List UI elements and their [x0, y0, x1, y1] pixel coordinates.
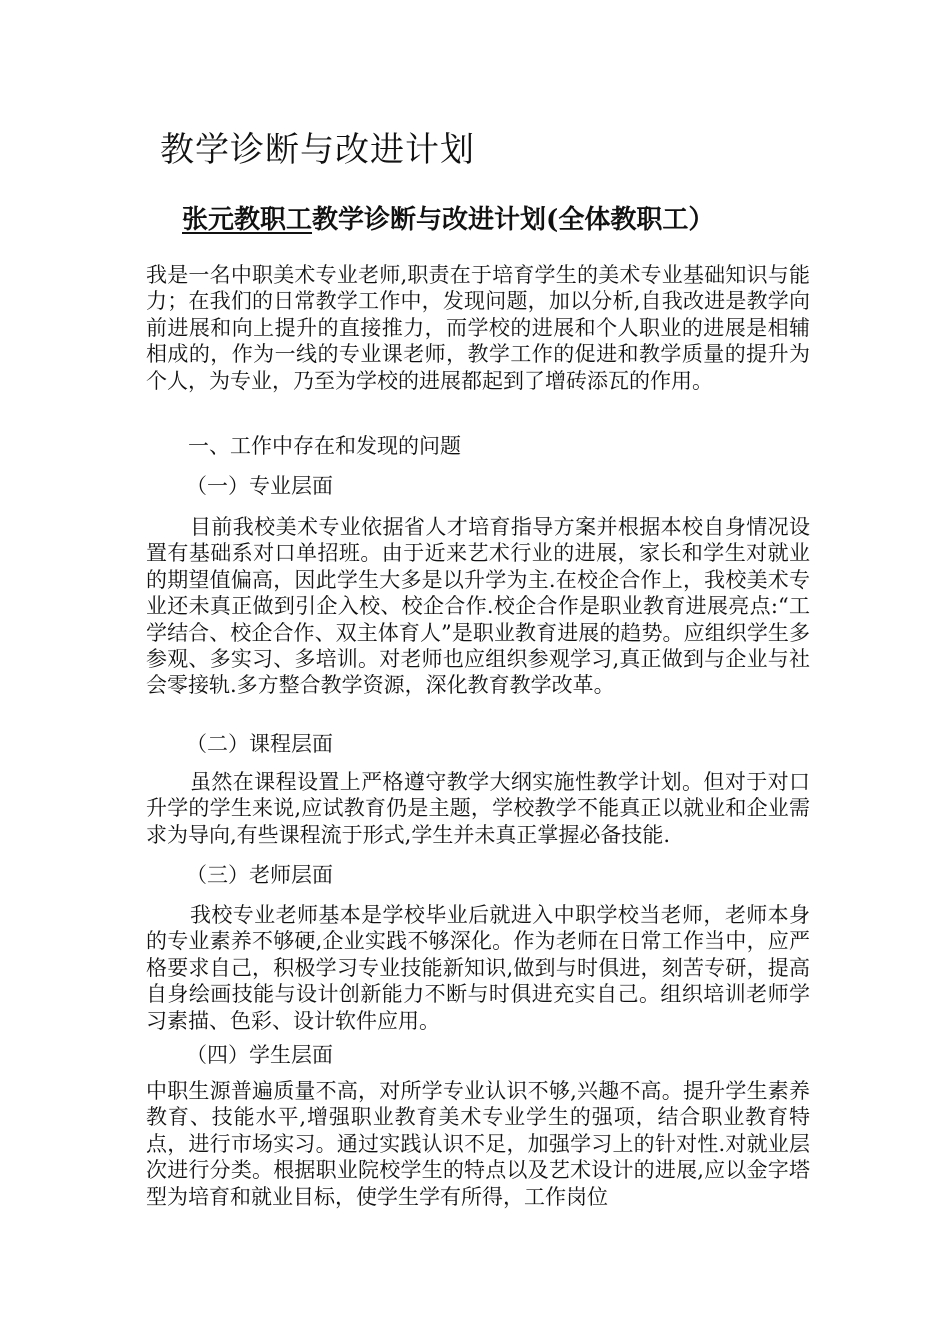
section1-heading: 一、工作中存在和发现的问题 — [188, 434, 461, 458]
sub1-paragraph: 目前我校美术专业依据省人才培育指导方案并根据本校自身情况设置有基础系对口单招班。由于近来艺术行业的进展，家长和学生对就业的期望值偏高，因此学生大多是以升学为主.在校企合作上，我校美术专业还未真正做到引企入校、校企合作.校企合作是职业教育进展亮点:“工学结合、校企合作、双主体育人”是职业教育进展的趋势。应组织学生多参观、多实习、多培训。对老师也应组织参观学习,真正做到与企业与社会零接轨.多方整合教学资源，深化教育教学改革。 — [146, 515, 810, 698]
sub4-heading: （四）学生层面 — [186, 1043, 333, 1067]
subtitle-underlined-name: 张元教职工 — [182, 205, 313, 235]
sub2-paragraph: 虽然在课程设置上严格遵守教学大纲实施性教学计划。但对于对口升学的学生来说,应试教育仍是主题，学校教学不能真正以就业和企业需求为导向,有些课程流于形式,学生并未真正掌握必备技能. — [146, 770, 810, 847]
document-title: 教学诊断与改进计划 — [160, 130, 475, 170]
intro-paragraph: 我是一名中职美术专业老师,职责在于培育学生的美术专业基础知识与能力；在我们的日常教学工作中，发现问题，加以分析,自我改进是教学向前进展和向上提升的直接推力，而学校的进展和个人职业的进展是相辅相成的，作为一线的专业课老师，教学工作的促进和教学质量的提升为个人，为专业，乃至为学校的进展都起到了增砖添瓦的作用。 — [146, 263, 810, 393]
sub4-paragraph: 中职生源普遍质量不高，对所学专业认识不够,兴趣不高。提升学生素养教育、技能水平,增强职业教育美术专业学生的强项，结合职业教育特点，进行市场实习。通过实践认识不足，加强学习上的针对性.对就业层次进行分类。根据职业院校学生的特点以及艺术设计的进展,应以金字塔型为培育和就业目标，使学生学有所得，工作岗位 — [146, 1079, 810, 1209]
document-subtitle — [182, 200, 714, 240]
sub3-paragraph: 我校专业老师基本是学校毕业后就进入中职学校当老师，老师本身的专业素养不够硬,企业实践不够深化。作为老师在日常工作当中，应严格要求自己，积极学习专业技能新知识,做到与时俱进，刻苦专研，提高自身绘画技能与设计创新能力不断与时俱进充实自己。组织培训老师学习素描、色彩、设计软件应用。 — [146, 903, 810, 1033]
sub2-heading: （二）课程层面 — [186, 732, 333, 756]
sub3-heading: （三）老师层面 — [186, 863, 333, 887]
sub1-heading: （一）专业层面 — [186, 474, 333, 498]
subtitle-rest: 教学诊断与改进计划(全体教职工） — [312, 205, 715, 235]
